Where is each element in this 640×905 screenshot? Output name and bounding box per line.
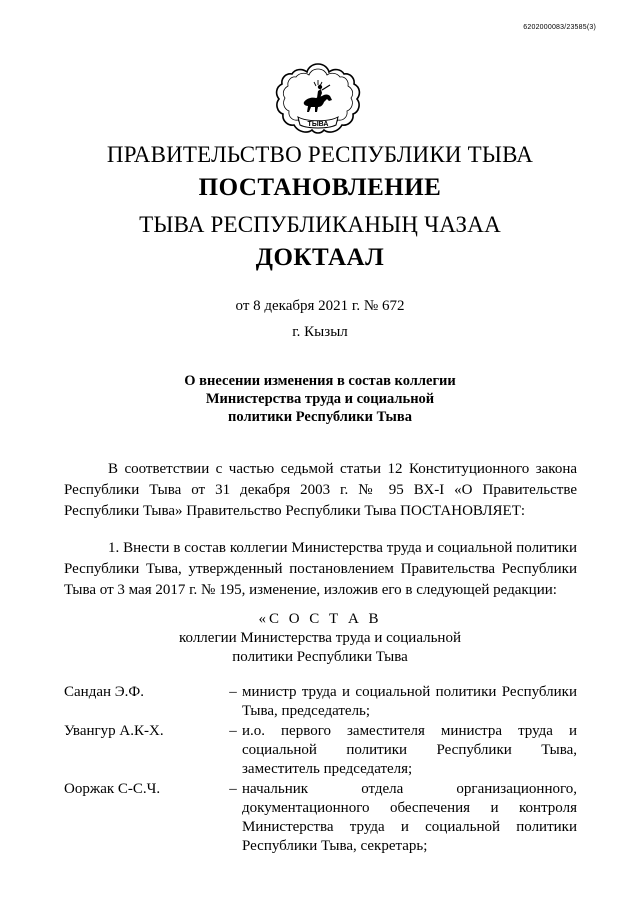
member-dash: – (229, 684, 237, 700)
composition-subtitle-line: коллегии Министерства труда и социальной (178, 630, 461, 646)
resolution-item-1: 1. Внести в состав коллегии Министерства труда и социальной политики Республики Тыва, утвержденный постановлением Правительства Республики Тыва от 3 мая 2017 г. № 195, изменение, изложив его в следующей редакции: (64, 540, 577, 598)
member-name: Ооржак С-С.Ч. (64, 781, 161, 797)
member-dash: – (229, 723, 237, 739)
document-place: г. Кызыл (292, 324, 348, 340)
member-row (64, 722, 577, 779)
document-type-tyva: ДОКТААЛ (255, 244, 385, 271)
subject-line: политики Республики Тыва (228, 409, 412, 425)
members-list (64, 683, 577, 857)
member-name: Сандан Э.Ф. (64, 684, 145, 700)
preamble-paragraph: В соответствии с частью седьмой статьи 12 Конституционного закона Республики Тыва от 31 декабря 2003 г. № 95 ВХ-I «О Правительстве Республики Тыва» Правительство Республики Тыва ПОСТАНОВЛЯЕТ: (64, 461, 577, 519)
member-name: Увангур А.К-Х. (64, 723, 164, 739)
document-subject (0, 372, 640, 426)
member-role: министр труда и социальной политики Республики Тыва, председатель; (242, 684, 577, 719)
composition-subtitle-line: политики Республики Тыва (232, 649, 408, 665)
document-date-number: от 8 декабря 2021 г. № 672 (235, 298, 405, 314)
subject-line: О внесении изменения в состав коллегии (184, 373, 456, 389)
composition-heading (0, 610, 640, 667)
member-row (64, 780, 577, 856)
member-row (64, 683, 577, 721)
tyva-coat-of-arms-icon (274, 60, 362, 142)
government-title: ПРАВИТЕЛЬСТВО РЕСПУБЛИКИ ТЫВА (106, 142, 534, 167)
member-role: начальник отдела организационного, документационного обеспечения и контроля Министерства труда и социальной политики Республики Тыва, секретарь; (242, 781, 577, 854)
government-title-tyva: ТЫВА РЕСПУБЛИКАНЫҢ ЧАЗАА (139, 212, 501, 237)
emblem-text: ТЫВА (307, 121, 329, 128)
member-role: и.о. первого заместителя министра труда и социальной политики Республики Тыва, заместитель председателя; (242, 723, 577, 777)
document-code: 6202000083/23585(3) (523, 24, 596, 31)
composition-title: «С О С Т А В (258, 611, 382, 627)
member-dash: – (229, 781, 237, 797)
subject-line: Министерства труда и социальной (205, 391, 435, 407)
document-type: ПОСТАНОВЛЕНИЕ (198, 174, 442, 201)
